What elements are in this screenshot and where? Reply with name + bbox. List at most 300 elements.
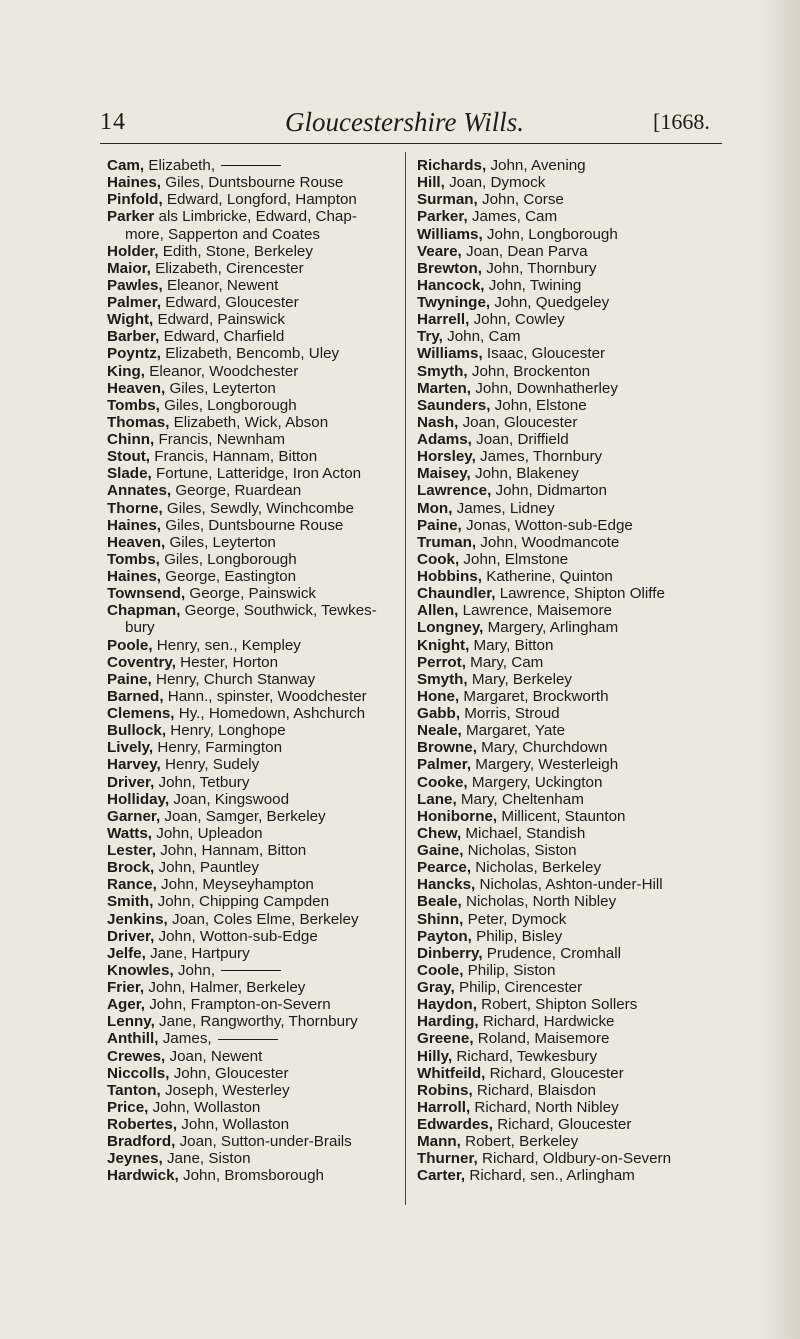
entry-surname: Annates, [107,482,172,500]
entry-details: John, Brockenton [467,362,591,380]
entry-surname: Payton, [417,927,472,945]
will-entry [417,431,717,448]
will-entry [107,791,399,808]
entry-details: John, Tetbury [154,773,250,791]
entry-surname: Poole, [107,636,153,654]
will-entry [417,1116,717,1133]
entry-details: John, Cam [442,328,521,346]
will-entry [417,551,717,568]
will-entry [417,945,717,962]
entry-details: Richard, Hardwicke [478,1013,615,1031]
entry-surname: Shinn, [417,910,464,928]
entry-surname: Anthill, [107,1030,159,1048]
will-entry [107,688,399,705]
entry-details: John, Downhatherley [471,379,618,397]
entry-details: Giles, Sewdly, Winchcombe [162,499,354,517]
entry-details: James, [158,1030,212,1048]
entry-details: Giles, Duntsbourne Rouse [161,174,344,192]
entry-surname: Harding, [417,1013,479,1031]
entry-details: John, Avening [486,157,586,174]
entry-surname: Haines, [107,174,162,192]
entry-surname: Robins, [417,1081,473,1099]
year-marker: [1668. [653,109,710,134]
entry-surname: Rance, [107,876,157,894]
will-entry [107,1116,399,1133]
entry-details: Mary, Bitton [469,636,554,654]
will-entry [417,414,717,431]
entry-surname: Palmer, [107,294,162,311]
page-number: 14 [100,109,126,135]
entry-surname: Ager, [107,996,145,1014]
will-entry [107,328,399,345]
entry-surname: Parker, [417,208,468,226]
will-entry [107,1167,399,1184]
will-entry [107,928,399,945]
entry-surname: Gray, [417,979,455,996]
will-entry [107,996,399,1013]
will-entry [417,345,717,362]
entry-details: Richard, Blaisdon [472,1081,596,1099]
will-entry [417,979,717,996]
entry-surname: Jelfe, [107,944,146,962]
entry-surname: Lester, [107,842,156,859]
will-entry [107,208,399,225]
entry-details: Mary, Cam [465,653,544,671]
entry-surname: Frier, [107,979,145,996]
entry-surname: Saunders, [417,396,491,414]
will-entry [107,619,399,636]
entry-details: Joan, Kingswood [169,790,290,808]
will-entry [417,1099,717,1116]
will-entry [107,226,399,243]
entry-surname: Smith, [107,893,154,911]
entry-details: Richard, North Nibley [470,1098,619,1116]
entry-details: Elizabeth, Cirencester [150,259,304,277]
will-entry [107,534,399,551]
will-entry [107,482,399,499]
will-entry [417,688,717,705]
entry-details: Nicholas, Berkeley [471,859,602,877]
entry-surname: Twyninge, [417,294,491,311]
will-entry [417,517,717,534]
entry-surname: Parker [107,208,155,226]
will-entry [107,1013,399,1030]
entry-details: Joan, Newent [165,1047,263,1065]
will-entry [107,174,399,191]
will-entry [107,825,399,842]
will-entry [417,1150,717,1167]
will-entry [417,1013,717,1030]
entry-surname: Watts, [107,824,152,842]
entry-surname: Chinn, [107,431,155,448]
will-entry [417,893,717,910]
entry-details: James, Lidney [452,499,555,517]
entry-surname: Gabb, [417,705,461,722]
entry-details: bury [125,619,155,637]
entry-surname: Coventry, [107,653,176,671]
entry-surname: Gaine, [417,842,464,859]
entry-surname: Lawrence, [417,482,492,500]
entry-details: Katherine, Quinton [481,568,613,585]
entry-details: Richard, Gloucester [492,1116,632,1133]
will-entry [417,208,717,225]
will-entry [417,534,717,551]
entry-details: Prudence, Cromhall [482,944,622,962]
entry-details: Giles, Longborough [159,550,297,568]
will-entry [417,482,717,499]
entry-details: Francis, Newnham [154,431,286,448]
entry-details: Giles, Longborough [159,396,297,414]
entry-details: Joan, Sutton-under-Brails [175,1133,352,1151]
will-entry [417,808,717,825]
entry-surname: Heaven, [107,533,166,551]
entry-details: Lawrence, Shipton Oliffe [495,585,665,603]
entry-surname: Brock, [107,859,155,877]
entry-surname: Heaven, [107,379,166,397]
entry-details: John, Wollaston [177,1116,290,1133]
entry-details: John, Cowley [469,311,565,329]
will-entry [417,791,717,808]
entry-details: Jane, Hartpury [145,944,250,962]
will-entry [417,465,717,482]
page-edge-shadow [760,0,800,1339]
will-entry [417,859,717,876]
entry-surname: Slade, [107,465,152,483]
will-entry [417,962,717,979]
entry-surname: Smyth, [417,670,468,688]
entry-surname: Lenny, [107,1013,155,1031]
will-entry [107,808,399,825]
will-entry [417,1133,717,1150]
will-entry [107,243,399,260]
blank-place-dash [218,1039,278,1040]
will-entry [107,345,399,362]
entry-surname: Price, [107,1098,149,1116]
will-entry [417,448,717,465]
entry-details: John, Meyseyhampton [156,876,314,894]
entry-details: Joseph, Westerley [160,1081,290,1099]
will-entry [417,722,717,739]
entry-surname: Jeynes, [107,1150,163,1168]
will-entry [107,1065,399,1082]
will-entry [417,157,717,174]
entry-details: Mary, Berkeley [467,670,573,688]
will-entry [417,602,717,619]
entry-details: Elizabeth, [144,157,216,174]
blank-place-dash [221,165,281,166]
entry-surname: Stout, [107,448,151,466]
entry-surname: Coole, [417,961,464,979]
will-entry [417,363,717,380]
entry-surname: Harrell, [417,311,470,329]
entry-details: Richard, Oldbury-on-Severn [477,1150,672,1168]
will-entry [107,1030,399,1047]
will-entry [107,893,399,910]
entry-surname: Edwardes, [417,1116,493,1133]
entry-details: more, Sapperton and Coates [125,225,321,243]
entry-surname: King, [107,362,145,380]
entry-surname: Dinberry, [417,944,483,962]
entry-details: Roland, Maisemore [473,1030,610,1048]
entry-details: John, Didmarton [491,482,607,500]
entry-details: Hann., spinster, Woodchester [163,687,367,705]
entry-surname: Veare, [417,242,462,260]
entry-details: Joan, Samger, Berkeley [160,807,326,825]
will-entry [107,842,399,859]
entry-details: Philip, Siston [463,961,556,979]
entry-surname: Lane, [417,790,457,808]
entry-details: John, Bromsborough [178,1167,324,1185]
page-header [100,103,720,139]
entry-surname: Tanton, [107,1081,161,1099]
entry-surname: Holder, [107,242,159,260]
entry-surname: Maisey, [417,465,471,483]
will-entry [107,962,399,979]
entry-surname: Barned, [107,687,164,705]
entry-surname: Hardwick, [107,1167,179,1185]
entry-details: John, Elmstone [459,550,569,568]
entry-details: Joan, Dymock [444,174,546,192]
will-entry [107,500,399,517]
entry-surname: Cooke, [417,773,468,791]
entry-surname: Truman, [417,533,477,551]
will-entry [417,739,717,756]
will-entry [417,928,717,945]
entry-surname: Crewes, [107,1047,166,1065]
entry-surname: Marten, [417,379,472,397]
entry-surname: Chapman, [107,602,181,620]
entry-details: Margery, Uckington [467,773,603,791]
entry-surname: Richards, [417,157,487,174]
entry-details: John, Twining [484,276,582,294]
will-entry [107,465,399,482]
entry-details: John, Chipping Campden [153,893,330,911]
entry-surname: Whitfeild, [417,1064,486,1082]
running-title: Gloucestershire Wills. [285,107,524,137]
entry-details: Jonas, Wotton-sub-Edge [461,516,633,534]
entry-surname: Hone, [417,687,460,705]
will-entry [417,1065,717,1082]
entry-surname: Tombs, [107,550,160,568]
entry-details: Lawrence, Maisemore [458,602,612,620]
entry-details: Henry, Sudely [160,756,260,774]
entry-details: Richard, Tewkesbury [452,1047,598,1065]
entry-details: John, [173,961,216,979]
entry-details: Eleanor, Newent [162,276,279,294]
will-entry [107,277,399,294]
entry-surname: Driver, [107,927,155,945]
entry-surname: Paine, [107,670,152,688]
will-entry [107,431,399,448]
header-rule [100,143,722,144]
will-entry [417,277,717,294]
entry-details: Giles, Leyterton [165,379,276,397]
entry-surname: Jenkins, [107,910,168,928]
entry-surname: Hill, [417,174,445,192]
will-entry [417,226,717,243]
entry-surname: Clemens, [107,705,175,722]
entry-details: Robert, Berkeley [460,1133,579,1151]
will-entry [417,774,717,791]
entry-details: Henry, sen., Kempley [152,636,301,654]
entry-surname: Townsend, [107,585,186,603]
entry-surname: Poyntz, [107,345,162,363]
entry-details: Robert, Shipton Sollers [476,996,638,1014]
will-entry [417,500,717,517]
entry-details: John, Pauntley [154,859,259,877]
entry-details: Richard, Gloucester [485,1064,624,1082]
will-entry [107,551,399,568]
entry-details: Giles, Duntsbourne Rouse [161,516,344,534]
entry-surname: Chaundler, [417,585,496,603]
will-entry [107,585,399,602]
will-entry [417,243,717,260]
entry-details: Edward, Charfield [159,328,285,346]
entry-surname: Hilly, [417,1047,453,1065]
entry-surname: Maior, [107,259,151,277]
entry-details: John, Gloucester [169,1064,289,1082]
entry-details: Philip, Cirencester [454,979,583,996]
entry-details: Henry, Church Stanway [151,670,316,688]
will-entry [417,671,717,688]
entry-surname: Haines, [107,516,162,534]
entry-details: John, Halmer, Berkeley [144,979,306,996]
entry-surname: Bradford, [107,1133,176,1151]
entry-surname: Mon, [417,499,453,517]
entry-details: John, Upleadon [152,824,263,842]
will-entry [417,585,717,602]
will-entry [417,637,717,654]
entry-surname: Pinfold, [107,191,163,209]
entry-surname: Holliday, [107,790,170,808]
entry-details: George, Painswick [185,585,317,603]
entry-details: Mary, Cheltenham [456,790,584,808]
will-entry [107,705,399,722]
will-entry [107,945,399,962]
left-column [107,157,399,1185]
will-entry [417,996,717,1013]
entry-details: Morris, Stroud [460,705,560,722]
entry-surname: Paine, [417,516,462,534]
entry-surname: Browne, [417,739,477,757]
entry-details: Henry, Longhope [166,722,286,740]
entry-surname: Lively, [107,739,154,757]
entry-surname: Robertes, [107,1116,178,1133]
will-entry [107,979,399,996]
will-entry [107,654,399,671]
will-entry [417,654,717,671]
entry-details: John, Blakeney [470,465,579,483]
will-entry [107,1082,399,1099]
entry-details: George, Ruardean [171,482,302,500]
entry-details: Francis, Hannam, Bitton [150,448,318,466]
will-entry [417,1167,717,1184]
entry-surname: Harroll, [417,1098,471,1116]
entry-details: Mary, Churchdown [476,739,608,757]
entry-surname: Allen, [417,602,459,620]
entry-details: Joan, Dean Parva [461,242,588,260]
entry-details: Hy., Homedown, Ashchurch [174,705,366,722]
will-entry [417,311,717,328]
entry-surname: Cook, [417,550,460,568]
entry-details: Joan, Coles Elme, Berkeley [167,910,359,928]
entry-details: Elizabeth, Wick, Abson [169,413,329,431]
will-entry [107,1099,399,1116]
will-entry [417,1082,717,1099]
entry-details: Millicent, Staunton [497,807,626,825]
entry-details: Edward, Gloucester [161,294,299,311]
will-entry [107,380,399,397]
will-entry [417,380,717,397]
will-entry [107,414,399,431]
entry-details: John, Wollaston [148,1098,261,1116]
will-entry [107,1133,399,1150]
blank-place-dash [221,970,281,971]
will-entry [417,825,717,842]
entry-details: Henry, Farmington [153,739,283,757]
entry-surname: Beale, [417,893,462,911]
will-entry [417,756,717,773]
will-entry [107,722,399,739]
entry-details: als Limbricke, Edward, Chap- [154,208,357,226]
entry-surname: Tombs, [107,396,160,414]
will-entry [107,311,399,328]
entry-surname: Knowles, [107,961,174,979]
entry-surname: Chew, [417,824,462,842]
will-entry [107,1048,399,1065]
entry-surname: Bullock, [107,722,167,740]
entry-surname: Perrot, [417,653,466,671]
entry-surname: Honiborne, [417,807,498,825]
entry-details: James, Thornbury [475,448,603,466]
will-entry [417,1048,717,1065]
will-entry [417,705,717,722]
entry-details: Jane, Siston [162,1150,251,1168]
entry-surname: Carter, [417,1167,466,1185]
entry-details: Giles, Leyterton [165,533,276,551]
entry-details: Nicholas, Ashton-under-Hill [475,876,663,894]
will-entry [107,911,399,928]
entry-surname: Driver, [107,773,155,791]
will-entry [107,191,399,208]
entry-surname: Pearce, [417,859,472,877]
entry-surname: Garner, [107,807,161,825]
entry-details: Philip, Bisley [471,927,563,945]
will-entry [107,517,399,534]
entry-surname: Brewton, [417,259,482,277]
entry-details: John, Elstone [490,396,587,414]
entry-details: Peter, Dymock [463,910,567,928]
will-entry [107,671,399,688]
entry-surname: Haydon, [417,996,477,1014]
will-entry [417,328,717,345]
entry-surname: Smyth, [417,362,468,380]
entry-surname: Haines, [107,568,162,585]
will-entry [417,174,717,191]
entry-surname: Barber, [107,328,160,346]
will-entry [417,842,717,859]
entry-surname: Niccolls, [107,1064,170,1082]
will-entry [107,774,399,791]
entry-details: Edward, Longford, Hampton [162,191,357,209]
entry-surname: Longney, [417,619,484,637]
entry-surname: Greene, [417,1030,474,1048]
entry-surname: Hobbins, [417,568,482,585]
will-entry [107,294,399,311]
entry-surname: Cam, [107,157,145,174]
entry-surname: Thorne, [107,499,163,517]
entry-details: Joan, Driffield [471,431,569,448]
